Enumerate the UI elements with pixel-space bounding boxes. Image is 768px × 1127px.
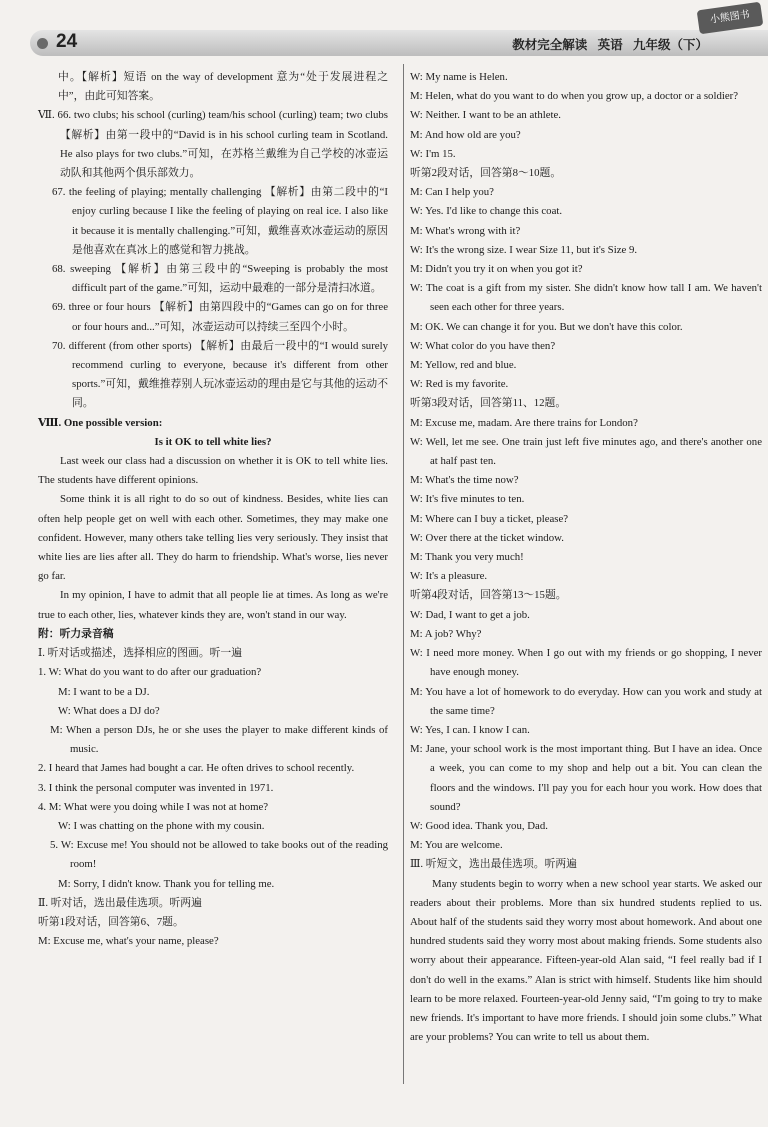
right-paragraph: M: And how old are you? bbox=[410, 128, 521, 141]
right-paragraph: W: It's five minutes to ten. bbox=[410, 493, 525, 506]
left-paragraph: 2. I heard that James had bought a car. He often drives to school recently. bbox=[38, 762, 355, 775]
right-paragraph: W: I need more money. When I go out with my friends or go shopping, I never have enough money. bbox=[410, 647, 762, 679]
left-paragraph: Ⅶ. 66. two clubs; his school (curling) team/his school (curling) team; two clubs 【解析】由第一段中的“David is in his school curling team in Scotland. He also plays for two clubs.”可知，在苏格兰戴维为自己学校的冰壶运动队和其他两个俱乐部效力。 bbox=[38, 109, 388, 180]
right-paragraph: 听第2段对话，回答第8～10题。 bbox=[410, 167, 562, 180]
left-paragraph: M: Excuse me, what's your name, please? bbox=[38, 935, 219, 948]
left-paragraph: M: When a person DJs, he or she uses the player to make different kinds of music. bbox=[50, 723, 388, 756]
right-paragraph: W: Neither. I want to be an athlete. bbox=[410, 109, 561, 122]
right-paragraph: W: Dad, I want to get a job. bbox=[410, 608, 530, 621]
right-paragraph: W: Well, let me see. One train just left five minutes ago, and there's another one at half past ten. bbox=[410, 435, 762, 468]
left-paragraph: 3. I think the personal computer was invented in 1971. bbox=[38, 781, 274, 794]
left-paragraph: 70. different (from other sports) 【解析】由最后一段中的“I would surely recommend curling to everyone, because it's different from other sports.”可知，戴维推荐别人玩冰壶运动的理由是它与其他的运动不同。 bbox=[52, 339, 388, 410]
right-paragraph: M: Yellow, red and blue. bbox=[410, 359, 517, 372]
left-paragraph: Last week our class had a discussion on whether it is OK to tell white lies. The students have different opinions. bbox=[38, 455, 388, 487]
left-paragraph: W: I was chatting on the phone with my cousin. bbox=[58, 819, 265, 832]
right-paragraph: M: Thank you very much! bbox=[410, 551, 524, 564]
right-paragraph: Many students begin to worry when a new school year starts. We asked our readers about their problems. More than six hundred students replied to us. About half of the students said they worry most about homework. And about one hundred students said they worry most about making friends. Some students also worry about their appearance. Fifteen-year-old Alan said, “I feel really bad if I don't do well in the exams.” Alan is strict with himself. Students like him should learn to be more relaxed. Fourteen-year-old Jenny said, “I'm going to try to make new friends. It's important to have more friends. I should join some clubs.” What are your problems? You can write to tell us about them. bbox=[410, 877, 762, 1044]
right-paragraph: M: Helen, what do you want to do when you grow up, a doctor or a soldier? bbox=[410, 90, 739, 103]
right-paragraph: M: You are welcome. bbox=[410, 839, 503, 852]
left-paragraph: 中。【解析】短语 on the way of development 意为“处于发展进程之中”，由此可知答案。 bbox=[58, 71, 388, 103]
right-paragraph: W: Yes, I can. I know I can. bbox=[410, 723, 530, 736]
left-column bbox=[38, 68, 388, 951]
right-paragraph: W: Red is my favorite. bbox=[410, 378, 509, 391]
right-column bbox=[410, 68, 762, 1047]
left-paragraph: 67. the feeling of playing; mentally challenging 【解析】由第二段中的“I enjoy curling because I like the feeling of playing on real ice. I also like it because it is mentally challenging.”可知，戴维喜欢冰壶运动的原因是他喜欢在真冰上的感觉和智力挑战。 bbox=[52, 186, 388, 256]
right-paragraph: M: OK. We can change it for you. But we don't have this color. bbox=[410, 320, 683, 333]
left-paragraph: Is it OK to tell white lies? bbox=[154, 435, 272, 448]
left-paragraph: Ⅱ. 听对话，选出最佳选项。听两遍 bbox=[38, 896, 202, 909]
right-paragraph: W: My name is Helen. bbox=[410, 71, 508, 83]
column-divider bbox=[403, 64, 404, 1084]
left-paragraph: M: Sorry, I didn't know. Thank you for telling me. bbox=[58, 877, 275, 890]
page-header bbox=[0, 0, 768, 62]
left-paragraph: Ⅷ. One possible version: bbox=[38, 416, 163, 429]
right-paragraph: W: Good idea. Thank you, Dad. bbox=[410, 819, 548, 832]
right-paragraph: M: Excuse me, madam. Are there trains for London? bbox=[410, 416, 638, 429]
left-paragraph: W: What does a DJ do? bbox=[58, 704, 160, 717]
right-paragraph: W: I'm 15. bbox=[410, 147, 456, 160]
right-paragraph: M: Didn't you try it on when you got it? bbox=[410, 263, 583, 276]
right-paragraph: W: What color do you have then? bbox=[410, 339, 556, 352]
right-paragraph: M: Can I help you? bbox=[410, 186, 494, 199]
right-paragraph: Ⅲ. 听短文，选出最佳选项。听两遍 bbox=[410, 858, 577, 871]
book-info: 教材完全解读 英语 九年级（下） bbox=[512, 37, 708, 52]
right-paragraph: M: You have a lot of homework to do everyday. How can you work and study at the same time? bbox=[410, 685, 762, 717]
left-paragraph: Some think it is all right to do so out of kindness. Besides, white lies can often help people get on well with each other. Sometimes, they may make one confident. However, many others take telling lies very seriously. They insist that white lies are lies after all. They do harm to friendship. What's worse, lies never go far. bbox=[38, 493, 388, 583]
right-paragraph: M: What's the time now? bbox=[410, 474, 519, 487]
left-paragraph: 4. M: What were you doing while I was not at home? bbox=[38, 800, 269, 813]
right-paragraph: M: Where can I buy a ticket, please? bbox=[410, 512, 569, 525]
bullet-dot-icon bbox=[37, 38, 48, 49]
left-paragraph: 5. W: Excuse me! You should not be allowed to take books out of the reading room! bbox=[50, 839, 388, 871]
left-paragraph: M: I want to be a DJ. bbox=[58, 685, 150, 698]
right-paragraph: M: What's wrong with it? bbox=[410, 224, 521, 237]
left-paragraph: In my opinion, I have to admit that all people lie at times. As long as we're true to each other, lies, whatever kinds they are, won't stand in our way. bbox=[38, 589, 388, 621]
right-paragraph: M: A job? Why? bbox=[410, 627, 482, 640]
left-paragraph: 1. W: What do you want to do after our graduation? bbox=[38, 666, 262, 679]
brand-logo: 小熊图书 bbox=[697, 2, 764, 35]
left-paragraph: 69. three or four hours 【解析】由第四段中的“Games can go on for three or four hours and...”可知，冰壶运动可以持续三至四个小时。 bbox=[52, 301, 388, 333]
right-paragraph: 听第4段对话，回答第13～15题。 bbox=[410, 589, 567, 602]
right-paragraph: W: The coat is a gift from my sister. She didn't know how tall I am. We haven't seen each other for three years. bbox=[410, 282, 762, 314]
left-paragraph: 附：听力录音稿 bbox=[38, 627, 114, 640]
right-paragraph: W: Over there at the ticket window. bbox=[410, 531, 564, 544]
right-paragraph: M: Jane, your school work is the most important thing. But I have an idea. Once a week, you can come to my shop and help out a bit. You can clean the floors and the windows. I'll pay you for each hour you work. How does that sound? bbox=[410, 743, 762, 813]
left-paragraph: Ⅰ. 听对话或描述，选择相应的图画。听一遍 bbox=[38, 647, 243, 660]
page-number: 24 bbox=[56, 31, 78, 52]
right-paragraph: W: It's the wrong size. I wear Size 11, but it's Size 9. bbox=[410, 243, 638, 256]
right-paragraph: W: Yes. I'd like to change this coat. bbox=[410, 205, 563, 218]
right-paragraph: 听第3段对话，回答第11、12题。 bbox=[410, 397, 567, 410]
right-paragraph: W: It's a pleasure. bbox=[410, 570, 488, 583]
left-paragraph: 听第1段对话，回答第6、7题。 bbox=[38, 915, 184, 928]
left-paragraph: 68. sweeping 【解析】由第三段中的“Sweeping is probably the most difficult part of the game.”可知，运动中最难的一部分是清扫冰道。 bbox=[52, 263, 388, 295]
